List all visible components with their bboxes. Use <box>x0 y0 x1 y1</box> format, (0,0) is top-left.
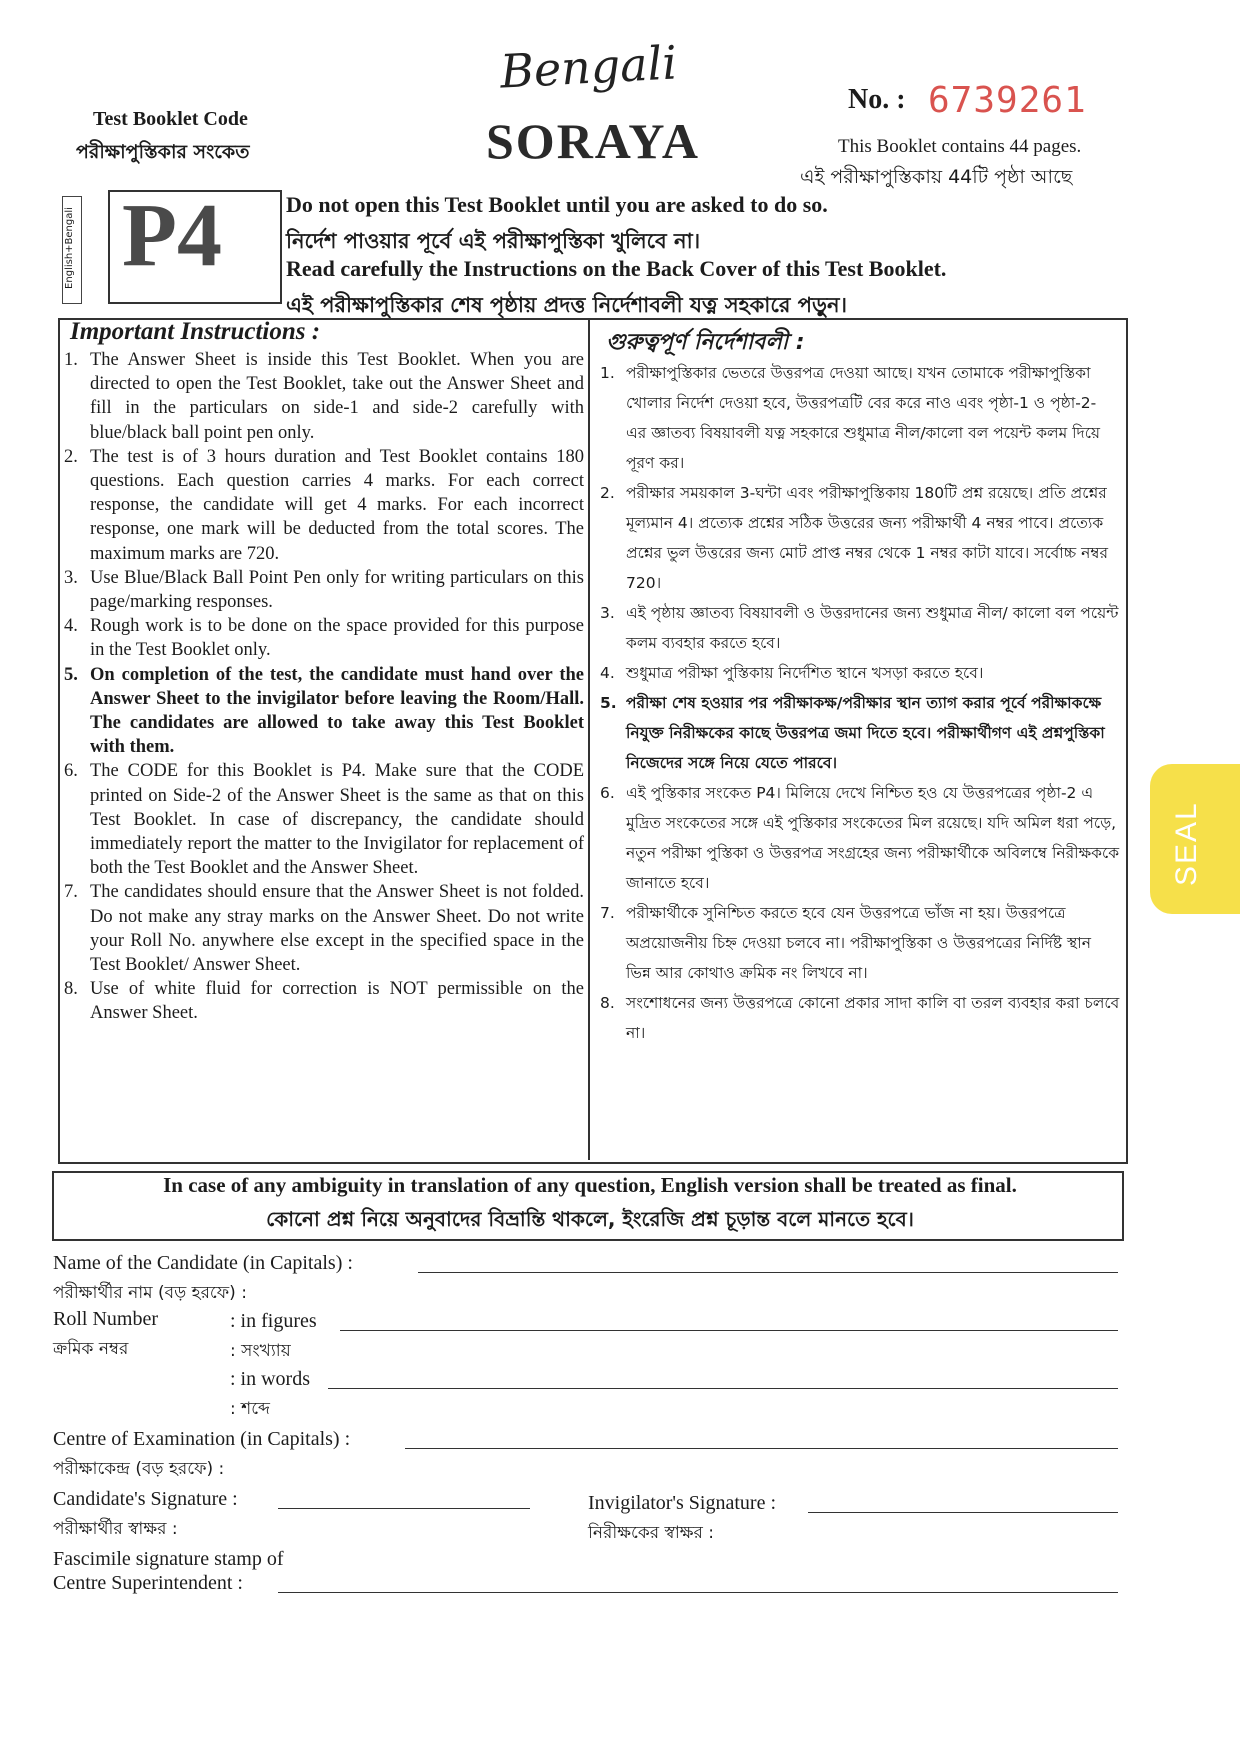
handwritten-subject-label: Bengali <box>498 35 679 99</box>
instructions-title-bn: গুরুত্বপূর্ণ নির্দেশাবলী : <box>606 330 805 355</box>
serial-number-label: No. : <box>848 84 906 115</box>
booklet-code-label: Test Booklet Code <box>93 108 248 130</box>
stamp-field[interactable] <box>278 1592 1118 1593</box>
booklet-code: P4 <box>122 186 222 285</box>
list-item: 7. The candidates should ensure that the Answer Sheet is not folded. Do not make any stray marks on the Answer Sheet. Do not write your Roll No. anywhere else except in the specified space in the Test Booklet/ Answer Sheet. <box>64 882 584 976</box>
list-item: 8. সংশোধনের জন্য উত্তরপত্রে কোনো প্রকার সাদা কালি বা তরল ব্যবহার করা চলবে না। <box>600 994 1120 1042</box>
invigilator-signature-field[interactable] <box>808 1512 1118 1513</box>
seal-label: SEAL <box>1170 801 1203 886</box>
stamp-label-line-2: Centre Superintendent : <box>53 1572 243 1594</box>
column-divider <box>588 318 590 1160</box>
booklet-code-label-bn: পরীক্ষাপুস্তিকার সংকেত <box>76 141 250 163</box>
candidate-name-label: Name of the Candidate (in Capitals) : <box>53 1252 353 1274</box>
list-item: 8. Use of white fluid for correction is NOT permissible on the Answer Sheet. <box>64 979 584 1024</box>
header-line-2: নির্দেশ পাওয়ার পূর্বে এই পরীক্ষাপুস্তিকা খুলিবে না। <box>286 229 701 253</box>
brand-title: SORAYA <box>486 113 700 169</box>
page-count-note: This Booklet contains 44 pages. <box>838 136 1082 157</box>
list-item: 6. The CODE for this Booklet is P4. Make sure that the CODE printed on Side-2 of the Answer Sheet is the same as that on this Test Booklet. In case of discrepancy, the candidate should immediately report the matter to the Invigilator for replacement of both the Test Booklet and the Answer Sheet. <box>64 761 584 879</box>
instructions-list-bn <box>600 358 1120 1048</box>
header-line-1: Do not open this Test Booklet until you are asked to do so. <box>286 192 828 217</box>
list-item: 2. The test is of 3 hours duration and Test Booklet contains 180 questions. Each question carries 4 marks. For each correct response, the candidate will get 4 marks. For each incorrect response, one mark will be deducted from the total scores. The maximum marks are 720. <box>64 446 584 564</box>
candidate-name-label-bn: পরীক্ষার্থীর নাম (বড় হরফে) : <box>53 1283 247 1303</box>
ambiguity-notice-bn: কোনো প্রশ্ন নিয়ে অনুবাদের বিভ্রান্তি থাকলে, ইংরেজি প্রশ্ন চূড়ান্ত বলে মানতে হবে। <box>266 1207 914 1231</box>
in-words-label: : in words <box>230 1368 310 1390</box>
list-item: 5. On completion of the test, the candidate must hand over the Answer Sheet to the invigilator before leaving the Room/Hall. The candidates are allowed to take away this Test Booklet with them. <box>64 664 584 758</box>
candidate-name-field[interactable] <box>418 1272 1118 1273</box>
list-item: 3. এই পৃষ্ঠায় জ্ঞাতব্য বিষয়াবলী ও উত্তরদানের জন্য শুধুমাত্র নীল/ কালো বল পয়েন্ট কলম ব্যবহার করতে হবে। <box>600 604 1119 652</box>
roll-number-figures-field[interactable] <box>340 1330 1118 1331</box>
exam-centre-field[interactable] <box>405 1448 1118 1449</box>
in-words-label-bn: : শব্দে <box>230 1399 270 1419</box>
serial-number: 6739261 <box>928 80 1087 121</box>
list-item: 4. শুধুমাত্র পরীক্ষা পুস্তিকায় নির্দেশিত স্থানে খসড়া করতে হবে। <box>600 664 984 682</box>
candidate-signature-label: Candidate's Signature : <box>53 1488 238 1510</box>
list-item: 4. Rough work is to be done on the space provided for this purpose in the Test Booklet only. <box>64 616 584 661</box>
in-figures-label: : in figures <box>230 1310 317 1332</box>
language-tab-label: English+Bengali <box>64 207 75 289</box>
seal-label-wrap <box>1150 764 1240 914</box>
candidate-signature-label-bn: পরীক্ষার্থীর স্বাক্ষর : <box>53 1519 178 1539</box>
roll-number-label: Roll Number <box>53 1308 158 1330</box>
candidate-signature-field[interactable] <box>278 1508 530 1509</box>
header-line-4: এই পরীক্ষাপুস্তিকার শেষ পৃষ্ঠায় প্রদত্ত নির্দেশাবলী যত্ন সহকারে পড়ুন। <box>286 293 847 317</box>
stamp-label-line-1: Fascimile signature stamp of <box>53 1548 284 1570</box>
list-item: 1. The Answer Sheet is inside this Test Booklet. When you are directed to open the Test Booklet, take out the Answer Sheet and fill in the particulars on side-1 and side-2 carefully with blue/black ball point pen only. <box>64 350 584 443</box>
invigilator-signature-label: Invigilator's Signature : <box>588 1492 777 1514</box>
roll-number-words-field[interactable] <box>328 1388 1118 1389</box>
exam-centre-label-bn: পরীক্ষাকেন্দ্র (বড় হরফে) : <box>53 1459 225 1479</box>
instructions-title-en: Important Instructions : <box>70 318 321 345</box>
in-figures-label-bn: : সংখ্যায় <box>230 1341 291 1361</box>
instructions-list-en <box>64 348 584 1026</box>
language-tab <box>62 196 82 304</box>
list-item: 6. এই পুস্তিকার সংকেত P4। মিলিয়ে দেখে নিশ্চিত হও যে উত্তরপত্রের পৃষ্ঠা-2 এ মুদ্রিত সংকেতের সঙ্গে এই পুস্তিকার সংকেতের মিল রয়েছে। যদি অমিল ধরা পড়ে, নতুন পরীক্ষা পুস্তিকা ও উত্তরপত্র সংগ্রহের জন্য পরীক্ষার্থীকে অবিলম্বে নিরীক্ষককে জানাতে হবে। <box>600 784 1120 892</box>
invigilator-signature-label-bn: নিরীক্ষকের স্বাক্ষর : <box>588 1523 715 1543</box>
header-line-3: Read carefully the Instructions on the Back Cover of this Test Booklet. <box>286 256 947 281</box>
exam-centre-label: Centre of Examination (in Capitals) : <box>53 1428 351 1450</box>
list-item: 1. পরীক্ষাপুস্তিকার ভেতরে উত্তরপত্র দেওয়া আছে। যখন তোমাকে পরীক্ষাপুস্তিকা খোলার নির্দেশ দেওয়া হবে, উত্তরপত্রটি বের করে নাও এবং পৃষ্ঠা-1 ও পৃষ্ঠা-2- এর জ্ঞাতব্য বিষয়াবলী যত্ন সহকারে শুধুমাত্র নীল/কালো বল পয়েন্ট কলম দিয়ে পূরণ কর। <box>600 364 1101 472</box>
roll-number-label-bn: ক্রমিক নম্বর <box>53 1339 129 1359</box>
list-item: 5. পরীক্ষা শেষ হওয়ার পর পরীক্ষাকক্ষ/পরীক্ষার স্থান ত্যাগ করার পূর্বে পরীক্ষাকক্ষে নিযুক্ত নিরীক্ষকের কাছে উত্তরপত্র জমা দিতে হবে। পরীক্ষার্থীগণ এই প্রশ্নপুস্তিকা নিজেদের সঙ্গে নিয়ে যেতে পারবে। <box>600 694 1105 772</box>
list-item: 3. Use Blue/Black Ball Point Pen only for writing particulars on this page/marking responses. <box>64 567 584 613</box>
page-count-note-bn: এই পরীক্ষাপুস্তিকায় 44টি পৃষ্ঠা আছে <box>800 166 1073 188</box>
list-item: 7. পরীক্ষার্থীকে সুনিশ্চিত করতে হবে যেন উত্তরপত্রে ভাঁজ না হয়। উত্তরপত্রে অপ্রয়োজনীয় চিহ্ন দেওয়া চলবে না। পরীক্ষাপুস্তিকা ও উত্তরপত্রের নির্দিষ্ট স্থান ভিন্ন আর কোথাও ক্রমিক নং লিখবে না। <box>600 904 1092 982</box>
ambiguity-notice-en: In case of any ambiguity in translation of any question, English version shall be treated as final. <box>163 1173 1017 1197</box>
list-item: 2. পরীক্ষার সময়কাল 3-ঘন্টা এবং পরীক্ষাপুস্তিকায় 180টি প্রশ্ন রয়েছে। প্রতি প্রশ্নের মূল্যমান 4। প্রত্যেক প্রশ্নের সঠিক উত্তরের জন্য পরীক্ষার্থী 4 নম্বর পাবে। প্রত্যেক প্রশ্নের ভুল উত্তরের জন্য মোট প্রাপ্ত নম্বর থেকে 1 নম্বর কাটা যাবে। সর্বোচ্চ নম্বর 720। <box>600 484 1109 592</box>
